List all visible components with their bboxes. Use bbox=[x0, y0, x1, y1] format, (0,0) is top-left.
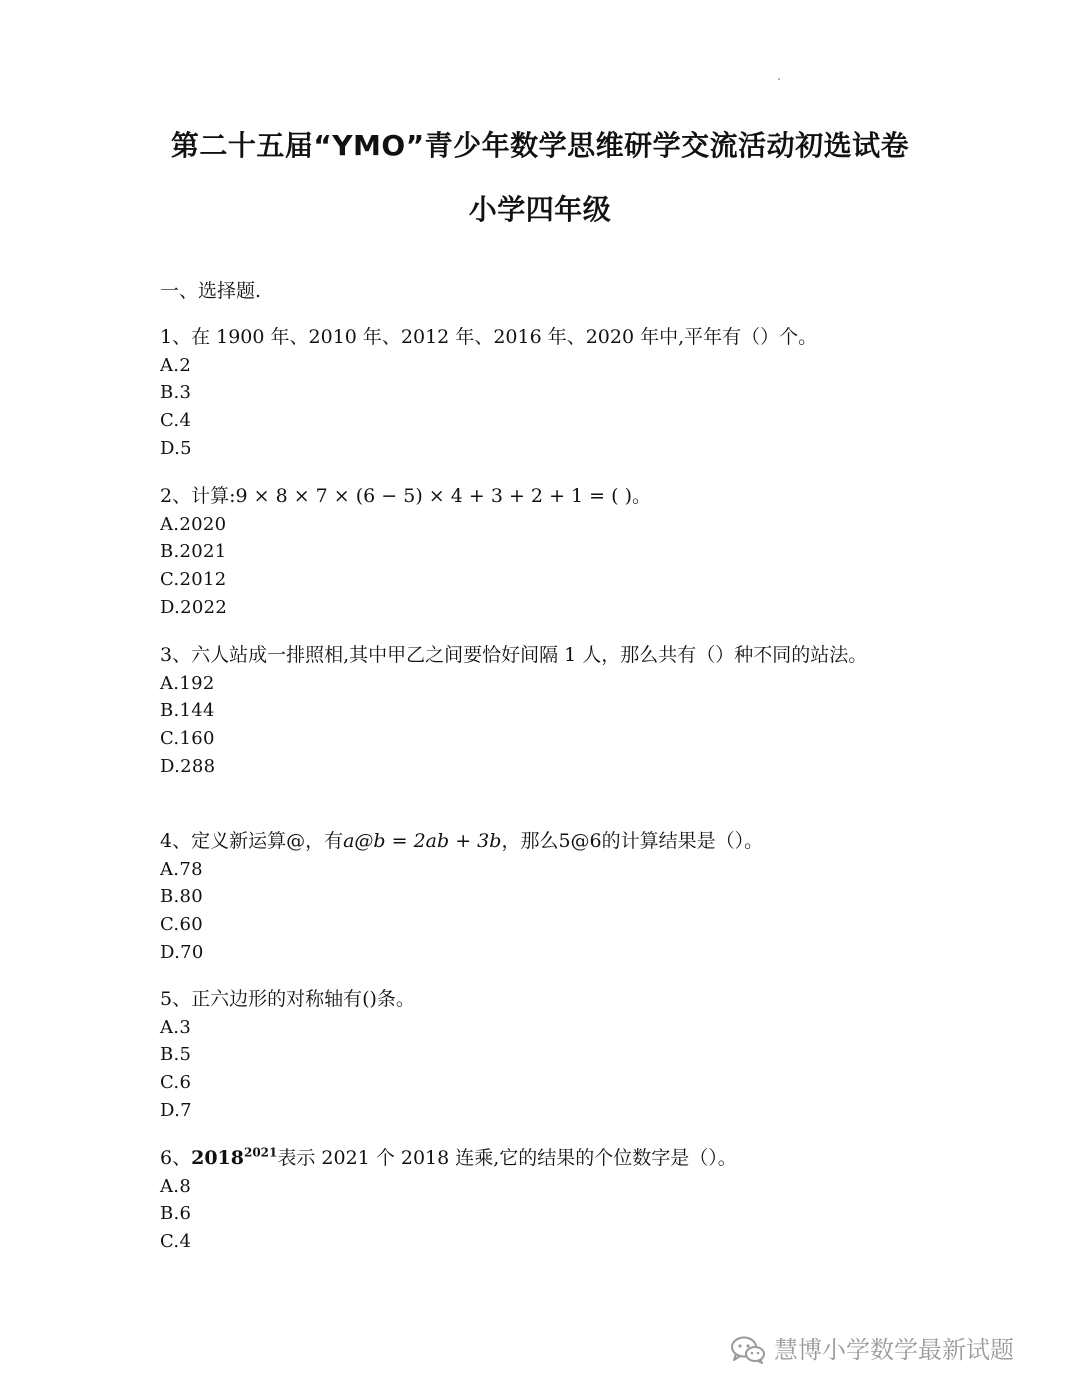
question-1-options bbox=[160, 352, 920, 463]
question-2-text bbox=[160, 483, 920, 511]
question-3 bbox=[160, 642, 920, 780]
question-5-options bbox=[160, 1014, 920, 1125]
option-b: B.2021 bbox=[160, 541, 227, 563]
question-2-options bbox=[160, 511, 920, 622]
section-heading: 一、选择题. bbox=[160, 280, 262, 302]
question-body: 在 1900 年、2010 年、2012 年、2016 年、2020 年中,平年有（）个。 bbox=[191, 326, 818, 348]
question-number: 1、 bbox=[160, 326, 192, 348]
option-d: D.2022 bbox=[160, 596, 228, 618]
option-c: C.60 bbox=[160, 913, 203, 935]
question-6-options bbox=[160, 1173, 920, 1256]
option-d: D.288 bbox=[160, 755, 216, 777]
option-a: A.8 bbox=[160, 1175, 192, 1197]
formula-2: 5@6 bbox=[558, 830, 602, 852]
option-a: A.2 bbox=[160, 354, 192, 376]
option-a: A.78 bbox=[160, 858, 203, 880]
question-3-text bbox=[160, 642, 920, 670]
question-number: 3、 bbox=[160, 644, 192, 666]
power-exponent: 2021 bbox=[243, 1145, 278, 1160]
option-c: C.6 bbox=[160, 1071, 192, 1093]
question-prefix: 定义新运算@，有 bbox=[191, 830, 344, 852]
question-5-text bbox=[160, 986, 920, 1014]
question-body: 正六边形的对称轴有()条。 bbox=[191, 988, 415, 1010]
option-d: D.70 bbox=[160, 941, 204, 963]
question-3-options bbox=[160, 670, 920, 781]
question-1 bbox=[160, 324, 920, 462]
option-b: B.80 bbox=[160, 886, 204, 908]
option-a: A.2020 bbox=[160, 513, 227, 535]
question-4 bbox=[160, 828, 920, 966]
option-c: C.4 bbox=[160, 409, 192, 431]
option-b: B.6 bbox=[160, 1203, 192, 1225]
option-c: C.4 bbox=[160, 1230, 192, 1252]
question-suffix: 的计算结果是（）。 bbox=[601, 830, 764, 852]
question-number: 6、 bbox=[160, 1147, 192, 1169]
formula: a@b = 2ab + 3b bbox=[343, 830, 502, 852]
option-b: B.5 bbox=[160, 1044, 192, 1066]
exam-title: 第二十五届“YMO”青少年数学思维研学交流活动初选试卷 bbox=[170, 129, 910, 162]
question-number: 4、 bbox=[160, 830, 192, 852]
question-6-text bbox=[160, 1145, 920, 1173]
question-4-text bbox=[160, 828, 920, 856]
option-d: D.7 bbox=[160, 1099, 192, 1121]
option-d: D.5 bbox=[160, 437, 192, 459]
question-2 bbox=[160, 483, 920, 621]
question-5 bbox=[160, 986, 920, 1124]
option-a: A.3 bbox=[160, 1016, 192, 1038]
option-b: B.144 bbox=[160, 700, 215, 722]
watermark bbox=[730, 1332, 1014, 1368]
question-number: 2、 bbox=[160, 485, 192, 507]
question-number: 5、 bbox=[160, 988, 192, 1010]
wechat-icon bbox=[730, 1335, 766, 1365]
formula: 9 × 8 × 7 × (6 − 5) × 4 + 3 + 2 + 1 = ( ) bbox=[235, 485, 632, 507]
scan-speck bbox=[778, 78, 780, 80]
option-a: A.192 bbox=[160, 672, 215, 694]
question-1-text bbox=[160, 324, 920, 352]
option-c: C.2012 bbox=[160, 568, 227, 590]
power-base: 2018 bbox=[191, 1147, 244, 1169]
question-body: 表示 2021 个 2018 连乘,它的结果的个位数字是（）。 bbox=[277, 1147, 737, 1169]
grade-subtitle: 小学四年级 bbox=[468, 193, 612, 226]
question-prefix: 计算: bbox=[191, 485, 236, 507]
option-b: B.3 bbox=[160, 382, 192, 404]
question-middle: ，那么 bbox=[501, 830, 559, 852]
question-suffix: 。 bbox=[631, 485, 651, 507]
question-body: 六人站成一排照相,其中甲乙之间要恰好间隔 1 人，那么共有（）种不同的站法。 bbox=[191, 644, 868, 666]
watermark-text: 慧博小学数学最新试题 bbox=[774, 1336, 1014, 1364]
question-4-options bbox=[160, 856, 920, 967]
question-6 bbox=[160, 1145, 920, 1256]
option-c: C.160 bbox=[160, 727, 215, 749]
